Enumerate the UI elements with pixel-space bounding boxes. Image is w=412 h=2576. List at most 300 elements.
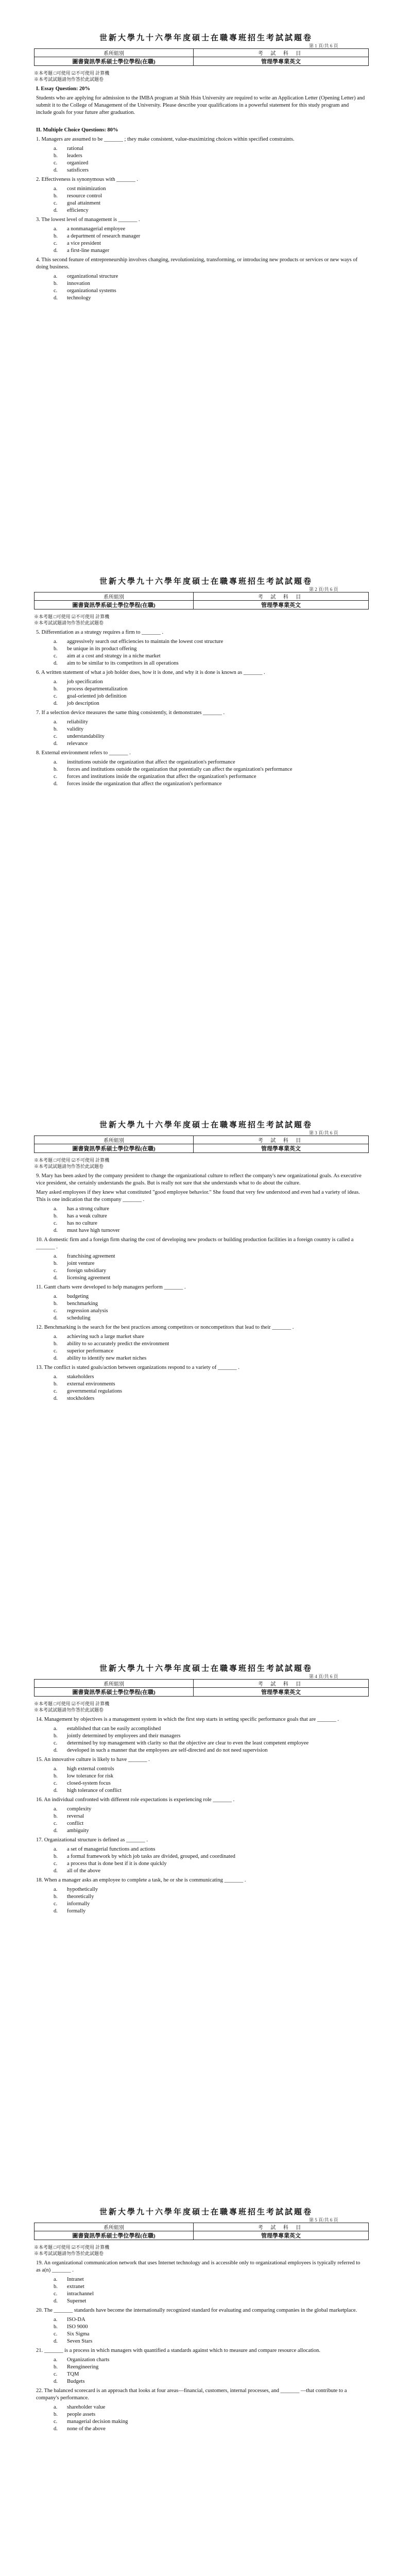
option-text: satisficers <box>67 167 89 173</box>
question-options <box>54 759 366 788</box>
answer-option <box>54 719 366 726</box>
option-letter: d. <box>54 208 58 213</box>
option-text: ISO 9000 <box>67 2324 88 2330</box>
option-letter: d. <box>54 167 58 173</box>
question-options <box>54 719 366 748</box>
answer-option <box>54 1374 366 1381</box>
option-text: forces and institutions inside the organization that affect the organization's performance <box>67 774 256 779</box>
question-text: 21. _______ is a process in which managers with quantified a standards against which to measure and compare resource allocation. <box>36 2348 320 2353</box>
option-letter: a. <box>54 1887 58 1892</box>
answer-option <box>54 2298 366 2305</box>
notice <box>34 1157 369 1170</box>
page-content <box>36 86 366 304</box>
option-letter: c. <box>54 734 58 739</box>
question-text: 20. The _______ standards have become the internationally recognized standard for evaluating and comparing companies in the global marketplace. <box>36 2308 357 2313</box>
exam-page-3 <box>0 1087 412 1631</box>
option-text: validity <box>67 726 84 732</box>
exam-title: 世新大學九十六學年度碩士在職專班招生考試試題卷 <box>99 1121 313 1129</box>
exam-title: 世新大學九十六學年度碩士在職專班招生考試試題卷 <box>99 34 313 42</box>
option-text: none of the above <box>67 2426 106 2432</box>
exam-title: 世新大學九十六學年度碩士在職專班招生考試試題卷 <box>99 2208 313 2216</box>
answer-option <box>54 1300 366 1308</box>
header-table <box>34 1136 369 1153</box>
option-text: managerial decision making <box>67 2419 128 2425</box>
question-text: 12. Benchmarking is the search for the best practices among competitors or noncompetitors that lead to their _______ . <box>36 1325 294 1330</box>
subject-label: 考 試 科 目 <box>194 1680 369 1688</box>
option-text: rational <box>67 146 84 151</box>
option-text: TQM <box>67 2371 79 2377</box>
answer-option <box>54 193 366 200</box>
question-text: 13. The conflict is stated goals/action between organizations respond to a variety of _______ . <box>36 1365 240 1370</box>
option-letter: c. <box>54 693 58 699</box>
subject-label: 考 試 科 目 <box>194 2223 369 2231</box>
answer-option <box>54 1267 366 1275</box>
question-text: 10. A domestic firm and a foreign firm sharing the cost of developing new products or building production facilities in a foreign country is called a _______ . <box>36 1237 354 1250</box>
question-text: 18. When a manager asks an employee to complete a task, he or she is communicating _______ . <box>36 1877 246 1883</box>
question-options <box>54 1725 366 1754</box>
dept-value: 圖書資訊學系碩士學位學程(在職) <box>35 1688 194 1697</box>
option-letter: c. <box>54 1348 58 1354</box>
answer-option <box>54 247 366 255</box>
notice <box>34 614 369 626</box>
option-text: a department of research manager <box>67 233 141 239</box>
answer-option <box>54 2338 366 2345</box>
option-text: organizational systems <box>67 288 116 294</box>
option-text: hypothetically <box>67 1887 98 1892</box>
option-letter: b. <box>54 1381 58 1387</box>
option-letter: c. <box>54 653 58 659</box>
answer-option <box>54 1220 366 1227</box>
question-options <box>54 2316 366 2345</box>
question-text: 8. External environment refers to _______ . <box>36 750 131 756</box>
option-letter: c. <box>54 1308 58 1314</box>
question-text: 15. An innovative culture is likely to have _______ . <box>36 1757 150 1762</box>
page-number: 第 3 頁/共 6 頁 <box>309 1130 338 1136</box>
question-options <box>54 2404 366 2433</box>
answer-option <box>54 207 366 214</box>
header-table <box>34 48 369 66</box>
option-text: a first-line manager <box>67 248 110 253</box>
question-text: 19. An organizational communication network that uses Internet technology and is accessible only to organizational employees is typically referred to as a(n) _______ . <box>36 2260 360 2273</box>
option-letter: a. <box>54 759 58 765</box>
option-text: has a weak culture <box>67 1213 107 1219</box>
dept-label: 系所組別 <box>35 592 194 601</box>
option-text: Intranet <box>67 2277 84 2282</box>
question-list <box>36 629 366 788</box>
question-options <box>54 185 366 214</box>
answer-option <box>54 1813 366 1820</box>
option-text: forces inside the organization that affect the organization's performance <box>67 781 222 787</box>
subject-value: 管理學專業英文 <box>194 57 369 66</box>
option-text: resource control <box>67 193 102 199</box>
header-table <box>34 2223 369 2240</box>
option-text: aim at a cost and strategy in a niche market <box>67 653 161 659</box>
option-text: complexity <box>67 1806 92 1812</box>
exam-title: 世新大學九十六學年度碩士在職專班招生考試試題卷 <box>99 578 313 586</box>
option-letter: b. <box>54 1894 58 1900</box>
option-letter: d. <box>54 1228 58 1233</box>
answer-option <box>54 1868 366 1875</box>
option-letter: b. <box>54 1301 58 1307</box>
option-text: regression analysis <box>67 1308 108 1314</box>
option-text: a formal framework by which job tasks are divided, grouped, and coordinated <box>67 1854 235 1859</box>
option-text: aim to be similar to its competitors in all operations <box>67 660 179 666</box>
option-text: cost minimization <box>67 186 106 192</box>
option-text: determined by top management with clarity so that the objective are clear to even the least competent employee <box>67 1740 309 1746</box>
option-text: jointly determined by employees and their managers <box>67 1733 181 1739</box>
answer-option <box>54 653 366 660</box>
option-text: stakeholders <box>67 1374 94 1380</box>
option-text: job description <box>67 701 99 706</box>
option-text: stockholders <box>67 1396 95 1401</box>
answer-option <box>54 2324 366 2331</box>
option-letter: c. <box>54 1781 58 1786</box>
answer-option <box>54 185 366 193</box>
notice-calculator: ※本考題 □可使用 ☑不可使用 計算機 <box>34 614 110 619</box>
question-options <box>54 2357 366 2385</box>
option-text: has no culture <box>67 1221 97 1226</box>
page-number: 第 4 頁/共 6 頁 <box>309 1674 338 1679</box>
option-text: licensing agreement <box>67 1275 111 1281</box>
answer-option <box>54 1747 366 1754</box>
option-letter: c. <box>54 1388 58 1394</box>
option-text: be unique in its product offering <box>67 646 137 652</box>
answer-option <box>54 1725 366 1733</box>
question-text: 17. Organizational structure is defined as _______ . <box>36 1837 148 1843</box>
answer-option <box>54 726 366 733</box>
answer-option <box>54 2291 366 2298</box>
option-letter: a. <box>54 2317 58 2323</box>
option-letter: a. <box>54 2277 58 2282</box>
option-letter: b. <box>54 1814 58 1819</box>
exam-title: 世新大學九十六學年度碩士在職專班招生考試試題卷 <box>99 1665 313 1673</box>
option-text: Six Sigma <box>67 2331 90 2337</box>
answer-option <box>54 2378 366 2385</box>
option-text: process departmentalization <box>67 686 128 692</box>
answer-option <box>54 2316 366 2324</box>
answer-option <box>54 2418 366 2426</box>
question-options <box>54 1766 366 1794</box>
option-letter: c. <box>54 241 58 246</box>
option-letter: b. <box>54 646 58 652</box>
question-options <box>54 679 366 707</box>
subject-value: 管理學專業英文 <box>194 2231 369 2240</box>
header-table <box>34 1679 369 1697</box>
option-letter: a. <box>54 1726 58 1732</box>
answer-option <box>54 700 366 707</box>
answer-option <box>54 1381 366 1388</box>
answer-option <box>54 2404 366 2411</box>
option-letter: b. <box>54 2284 58 2290</box>
page-number: 第 2 頁/共 6 頁 <box>309 587 338 592</box>
option-letter: d. <box>54 781 58 787</box>
answer-option <box>54 1901 366 1908</box>
question-9-passage: 9. Mary has been asked by the company president to change the organizational culture to reflect the company's new organizational goals. As executive vice president, she certainly understands the goals. But is really not sure that she understands what to do about the culture. <box>36 1173 362 1186</box>
question-options <box>54 1293 366 1322</box>
answer-option <box>54 226 366 233</box>
option-letter: c. <box>54 774 58 779</box>
answer-option <box>54 1806 366 1813</box>
option-text: low tolerance for risk <box>67 1773 114 1779</box>
answer-option <box>54 638 366 646</box>
answer-option <box>54 273 366 280</box>
answer-option <box>54 1886 366 1893</box>
option-letter: b. <box>54 193 58 199</box>
answer-option <box>54 1333 366 1341</box>
option-letter: c. <box>54 1740 58 1746</box>
answer-option <box>54 1740 366 1747</box>
answer-option <box>54 1308 366 1315</box>
option-letter: a. <box>54 146 58 151</box>
answer-option <box>54 233 366 240</box>
essay-paragraph: Students who are applying for admission to the IMBA program at Shih Hsin University are required to write an Application Letter (Opening Letter) and submit it to the College of Management of the University. Please describe your qualifications in a powerful statement for this study program and include goals for your future after graduation. <box>36 95 365 115</box>
option-letter: b. <box>54 1854 58 1859</box>
option-text: a vice president <box>67 241 101 246</box>
answer-option <box>54 1341 366 1348</box>
notice-answer: ※本考試試題請勿作答於此試題卷 <box>34 1164 104 1169</box>
answer-option <box>54 733 366 740</box>
option-text: aggressively search out efficiencies to maintain the lowest cost structure <box>67 639 224 645</box>
answer-option <box>54 740 366 748</box>
answer-option <box>54 1780 366 1787</box>
option-letter: a. <box>54 226 58 232</box>
page-content <box>36 1173 366 1404</box>
option-letter: b. <box>54 1261 58 1266</box>
question-options <box>54 273 366 302</box>
notice <box>34 1701 369 1713</box>
answer-option <box>54 167 366 174</box>
question-options <box>54 1846 366 1875</box>
option-letter: c. <box>54 200 58 206</box>
option-letter: a. <box>54 719 58 725</box>
option-text: external environments <box>67 1381 115 1387</box>
option-text: Organization charts <box>67 2357 110 2363</box>
option-letter: d. <box>54 1828 58 1834</box>
subject-value: 管理學專業英文 <box>194 601 369 609</box>
option-letter: d. <box>54 2338 58 2344</box>
option-letter: c. <box>54 1861 58 1867</box>
option-text: forces and institutions outside the organization that potentially can affect the organization's performance <box>67 767 293 772</box>
option-letter: c. <box>54 1901 58 1907</box>
option-letter: d. <box>54 1748 58 1753</box>
answer-option <box>54 280 366 287</box>
option-letter: d. <box>54 1275 58 1281</box>
answer-option <box>54 1766 366 1773</box>
question-text: 7. If a selection device measures the same thing consistently, it demonstrates _______ . <box>36 710 225 716</box>
answer-option <box>54 646 366 653</box>
question-list <box>36 1236 366 1402</box>
option-text: developed in such a manner that the employees are self-directed and do not need supervision <box>67 1748 268 1753</box>
option-text: a set of managerial functions and actions <box>67 1846 156 1852</box>
option-text: high external controls <box>67 1766 114 1772</box>
answer-option <box>54 766 366 773</box>
option-text: people assets <box>67 2412 96 2417</box>
question-text: 5. Differentiation as a strategy requires a firm to _______ . <box>36 630 164 635</box>
option-text: reversal <box>67 1814 84 1819</box>
question-text: 14. Management by objectives is a management system in which the first step starts in setting specific performance goals that are _______ . <box>36 1717 339 1722</box>
option-letter: b. <box>54 153 58 159</box>
option-letter: a. <box>54 1334 58 1340</box>
page-number: 第 5 頁/共 6 頁 <box>309 2217 338 2223</box>
answer-option <box>54 660 366 667</box>
answer-option <box>54 1253 366 1260</box>
option-text: franchising agreement <box>67 1253 115 1259</box>
exam-page-1 <box>0 0 412 544</box>
option-text: governmental regulations <box>67 1388 123 1394</box>
answer-option <box>54 1860 366 1868</box>
answer-option <box>54 1773 366 1780</box>
question-text: 16. An individual confronted with different role expectations is experiencing role _______ . <box>36 1797 235 1803</box>
option-text: organizational structure <box>67 274 118 279</box>
question-text: 4. This second feature of entrepreneurship involves changing, revolutionizing, transforming, or introducing new products or services or new ways of doing business. <box>36 257 358 270</box>
option-letter: a. <box>54 186 58 192</box>
option-text: understandability <box>67 734 105 739</box>
option-text: joint venture <box>67 1261 95 1266</box>
option-text: organized <box>67 160 89 166</box>
question-9-passage-2: Mary asked employees if they knew what constituted "good employee behavior." She found that very few understood and even had a variety of ideas. This is one indication that the company _______ . <box>36 1190 360 1202</box>
option-letter: c. <box>54 2371 58 2377</box>
option-text: a nonmanagerial employee <box>67 226 126 232</box>
option-letter: a. <box>54 1294 58 1299</box>
option-text: innovation <box>67 281 90 286</box>
question-9-options <box>54 1206 366 1234</box>
question-options <box>54 1333 366 1362</box>
answer-option <box>54 152 366 160</box>
option-letter: d. <box>54 1355 58 1361</box>
answer-option <box>54 1213 366 1220</box>
question-text: 6. A written statement of what a job holder does, how it is done, and why it is done is known as _______ . <box>36 670 265 675</box>
option-letter: b. <box>54 2412 58 2417</box>
answer-option <box>54 2411 366 2418</box>
option-letter: a. <box>54 1846 58 1852</box>
option-letter: b. <box>54 686 58 692</box>
option-text: Supernet <box>67 2298 87 2304</box>
page-content <box>36 629 366 790</box>
option-text: shareholder value <box>67 2404 106 2410</box>
question-options <box>54 638 366 667</box>
dept-label: 系所組別 <box>35 49 194 57</box>
dept-label: 系所組別 <box>35 2223 194 2231</box>
option-text: all of the above <box>67 1868 101 1874</box>
option-letter: b. <box>54 1733 58 1739</box>
option-text: scheduling <box>67 1315 91 1321</box>
answer-option <box>54 781 366 788</box>
answer-option <box>54 200 366 207</box>
answer-option <box>54 145 366 152</box>
answer-option <box>54 1733 366 1740</box>
answer-option <box>54 240 366 247</box>
answer-option <box>54 2331 366 2338</box>
subject-value: 管理學專業英文 <box>194 1688 369 1697</box>
answer-option <box>54 1348 366 1355</box>
question-text: 22. The balanced scorecard is an approach that looks at four areas—financial, customers, internal processes, and _______ —that contribute to a company's performance. <box>36 2388 347 2401</box>
option-letter: c. <box>54 1221 58 1226</box>
question-text: 2. Effectiveness is synonymous with _______ . <box>36 177 139 182</box>
option-text: ISO-DA <box>67 2317 85 2323</box>
question-list <box>36 1716 366 1915</box>
answer-option <box>54 686 366 693</box>
answer-option <box>54 1388 366 1395</box>
notice-answer: ※本考試試題請勿作答於此試題卷 <box>34 620 104 625</box>
option-letter: d. <box>54 2298 58 2304</box>
option-text: ability to identify new market niches <box>67 1355 147 1361</box>
answer-option <box>54 1827 366 1835</box>
answer-option <box>54 295 366 302</box>
option-text: high tolerance of conflict <box>67 1788 122 1793</box>
option-text: technology <box>67 295 91 301</box>
answer-option <box>54 1260 366 1267</box>
notice-calculator: ※本考題 □可使用 ☑不可使用 計算機 <box>34 1158 110 1163</box>
option-letter: d. <box>54 701 58 706</box>
notice-answer: ※本考試試題請勿作答於此試題卷 <box>34 1707 104 1713</box>
option-text: must have high turnover <box>67 1228 120 1233</box>
answer-option <box>54 160 366 167</box>
option-text: goal-oriented job definition <box>67 693 127 699</box>
dept-value: 圖書資訊學系碩士學位學程(在職) <box>35 57 194 66</box>
answer-option <box>54 1355 366 1362</box>
subject-label: 考 試 科 目 <box>194 49 369 57</box>
question-options <box>54 1374 366 1402</box>
question-text: 3. The lowest level of management is _______ . <box>36 217 140 223</box>
notice-calculator: ※本考題 □可使用 ☑不可使用 計算機 <box>34 1701 110 1706</box>
page-content <box>36 2260 366 2435</box>
option-letter: a. <box>54 1374 58 1380</box>
notice-answer: ※本考試試題請勿作答於此試題卷 <box>34 77 104 82</box>
subject-label: 考 試 科 目 <box>194 1136 369 1144</box>
option-text: leaders <box>67 153 82 159</box>
answer-option <box>54 2426 366 2433</box>
option-text: goal attainment <box>67 200 101 206</box>
option-text: closed-system focus <box>67 1781 111 1786</box>
dept-value: 圖書資訊學系碩士學位學程(在職) <box>35 601 194 609</box>
header-table <box>34 592 369 609</box>
answer-option <box>54 1846 366 1853</box>
option-text: ability to so accurately predict the environment <box>67 1341 169 1347</box>
option-text: job specification <box>67 679 103 685</box>
answer-option <box>54 1853 366 1860</box>
option-letter: b. <box>54 726 58 732</box>
dept-value: 圖書資訊學系碩士學位學程(在職) <box>35 1144 194 1153</box>
option-letter: b. <box>54 1773 58 1779</box>
notice-calculator: ※本考題 □可使用 ☑不可使用 計算機 <box>34 71 110 76</box>
page-content <box>36 1716 366 1917</box>
exam-page-5 <box>0 2174 412 2576</box>
option-letter: d. <box>54 660 58 666</box>
option-letter: c. <box>54 288 58 294</box>
subject-value: 管理學專業英文 <box>194 1144 369 1153</box>
option-text: superior performance <box>67 1348 114 1354</box>
notice-answer: ※本考試試題請勿作答於此試題卷 <box>34 2251 104 2256</box>
answer-option <box>54 287 366 295</box>
option-text: intrachannel <box>67 2291 94 2297</box>
option-text: a process that is done best if it is done quickly <box>67 1861 167 1867</box>
option-text: extranet <box>67 2284 84 2290</box>
answer-option <box>54 1227 366 1234</box>
answer-option <box>54 2283 366 2291</box>
option-text: established that can be easily accomplished <box>67 1726 161 1732</box>
option-letter: b. <box>54 2324 58 2330</box>
option-letter: d. <box>54 295 58 301</box>
answer-option <box>54 1293 366 1300</box>
question-options <box>54 2276 366 2305</box>
option-letter: d. <box>54 1908 58 1914</box>
exam-page-4 <box>0 1631 412 2174</box>
answer-option <box>54 773 366 781</box>
answer-option <box>54 1908 366 1915</box>
option-letter: b. <box>54 233 58 239</box>
option-letter: a. <box>54 679 58 685</box>
question-options <box>54 1253 366 1282</box>
